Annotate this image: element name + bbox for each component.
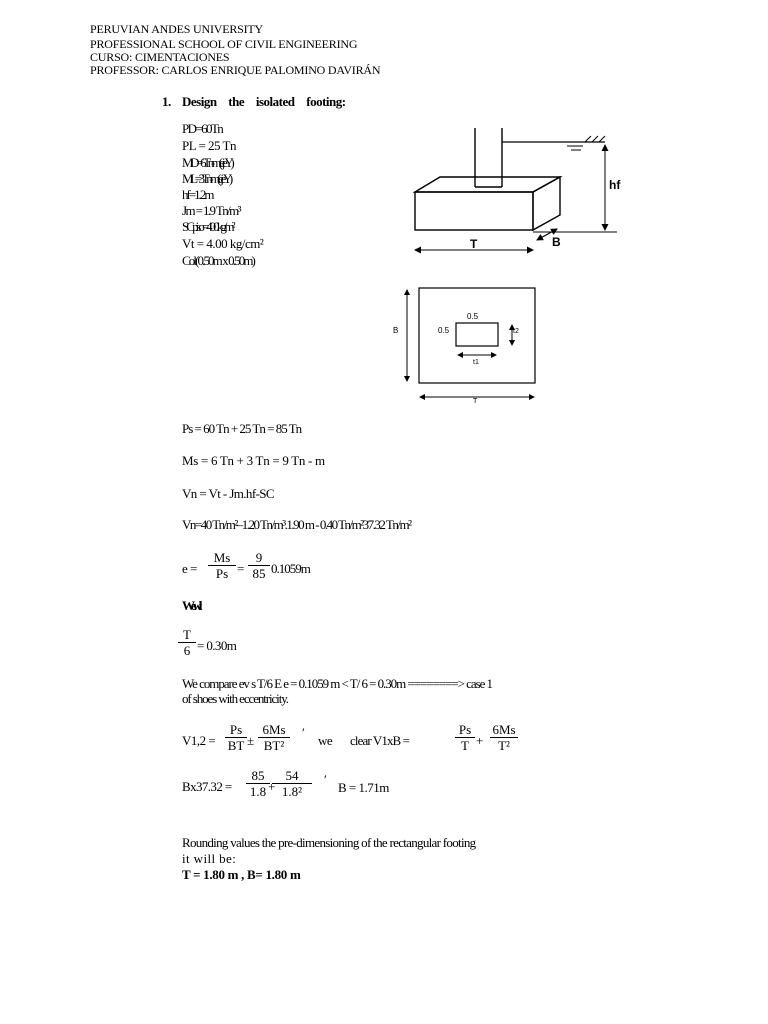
final-dimensions: T = 1.80 m , B= 1.80 m — [182, 867, 301, 882]
v12-num-6ms-2: 6Ms — [492, 722, 516, 737]
rounding-line-2: it will be: — [182, 851, 237, 866]
v12-den-t2: T² — [498, 738, 510, 753]
bx-fraction-54 — [272, 768, 312, 799]
v12-we: we — [318, 733, 333, 748]
e-lhs: e = — [182, 561, 197, 576]
given-pl: PL = 25 Tn — [182, 138, 236, 153]
e-fraction-9-85 — [248, 550, 270, 581]
plan-top-dim: 0.5 — [467, 312, 479, 321]
v12-num-ps-2: Ps — [458, 722, 472, 737]
plan-left-dim: 0.5 — [438, 326, 450, 335]
given-hf: hf=1.2m — [182, 187, 213, 202]
plan-diagram — [400, 285, 560, 410]
problem-title: Design the isolated footing: — [182, 94, 346, 109]
e-equals: = — [237, 561, 244, 576]
v12-num-6ms: 6Ms — [262, 722, 286, 737]
hf-label: hf — [609, 178, 621, 192]
we-will: We will — [182, 598, 200, 613]
plan-b-label: B — [393, 326, 399, 335]
t6-fraction — [178, 627, 196, 658]
v12-fraction-ps-t — [455, 722, 475, 753]
bx-num-54: 54 — [285, 768, 299, 783]
calc-vn: Vn = Vt - Jm.hf-SC — [182, 486, 274, 501]
v12-fraction-6ms-bt2 — [258, 722, 290, 753]
header-professor: PROFESSOR: CARLOS ENRIQUE PALOMINO DAVIRÁN — [90, 63, 381, 77]
e-result: 0.1059m — [271, 561, 310, 576]
bx-fraction-85 — [246, 768, 270, 799]
e-fraction-ms-ps — [208, 550, 236, 581]
v12-comma: ′ — [302, 725, 305, 740]
compare-line-1: We compare ev s T/6 E e = 0.1059 m < T/ 6 = 0.30m ========> case 1 — [182, 676, 492, 691]
given-column: Col(0.50m x 0.50m) — [182, 253, 254, 268]
problem-number: 1. — [162, 94, 171, 109]
v12-lhs: V1,2 = — [182, 733, 216, 748]
elevation-b-label: B — [552, 235, 561, 249]
bx-den-18: 1.8 — [249, 784, 267, 799]
bx-comma: ′ — [324, 772, 327, 787]
bx-den-18sq: 1.8² — [281, 784, 303, 799]
t6-num: T — [183, 627, 191, 642]
e-den-85: 85 — [252, 566, 266, 581]
compare-line-2: of shoes with eccentricity. — [182, 691, 288, 706]
v12-num-ps: Ps — [229, 722, 243, 737]
header-university: PERUVIAN ANDES UNIVERSITY — [90, 22, 264, 36]
plan-t2-label: t2 — [513, 328, 519, 335]
v12-den-bt2: BT² — [263, 738, 285, 753]
plan-t1-label: t1 — [473, 359, 479, 366]
given-vt: Vt = 4.00 kg/cm² — [182, 236, 264, 251]
v12-den-bt: BT — [227, 738, 245, 753]
v12-plus: + — [476, 733, 483, 748]
v12-clear: clear V1xB = — [350, 733, 410, 748]
v12-plus-minus: ± — [247, 733, 254, 748]
given-md: MD=6Tn-m(ejeY) — [182, 155, 232, 170]
bx-num-85: 85 — [251, 768, 265, 783]
given-ml: ML=3Tn-m(ejeY) — [182, 171, 230, 186]
given-sc: SC piso=400 kg/m² — [182, 219, 233, 234]
t6-den: 6 — [183, 643, 191, 658]
header-school: PROFESSIONAL SCHOOL OF CIVIL ENGINEERING — [90, 37, 358, 51]
header-course: CURSO: CIMENTACIONES — [90, 50, 230, 64]
elevation-t-label: T — [470, 237, 478, 251]
calc-ps: Ps = 60 Tn + 25 Tn = 85 Tn — [182, 421, 302, 436]
rounding-line-1: Rounding values the pre-dimensioning of the rectangular footing — [182, 835, 476, 850]
bx-plus: + — [268, 779, 275, 794]
bx-lhs: Bx37.32 = — [182, 779, 232, 794]
e-num-ms: Ms — [213, 550, 231, 565]
e-num-9: 9 — [255, 550, 263, 565]
elevation-diagram — [405, 125, 645, 260]
calc-ms: Ms = 6 Tn + 3 Tn = 9 Tn - m — [182, 453, 325, 468]
plan-t-label: T — [473, 398, 478, 405]
e-den-ps: Ps — [215, 566, 229, 581]
given-jm: Jm = 1.9 Tn/m³ — [182, 203, 240, 218]
v12-den-t: T — [461, 738, 469, 753]
t6-result: = 0.30m — [197, 638, 237, 653]
v12-fraction-ps-bt — [225, 722, 247, 753]
bx-result: B = 1.71m — [338, 780, 389, 795]
calc-vn-values: Vn=40 Tn/m²–1.20 Tn/m³.1.90 m - 0.40 Tn/m²37.32 Tn/m² — [182, 517, 411, 532]
v12-fraction-6ms-t2 — [490, 722, 518, 753]
given-pd: PD=60Tn — [182, 121, 223, 136]
